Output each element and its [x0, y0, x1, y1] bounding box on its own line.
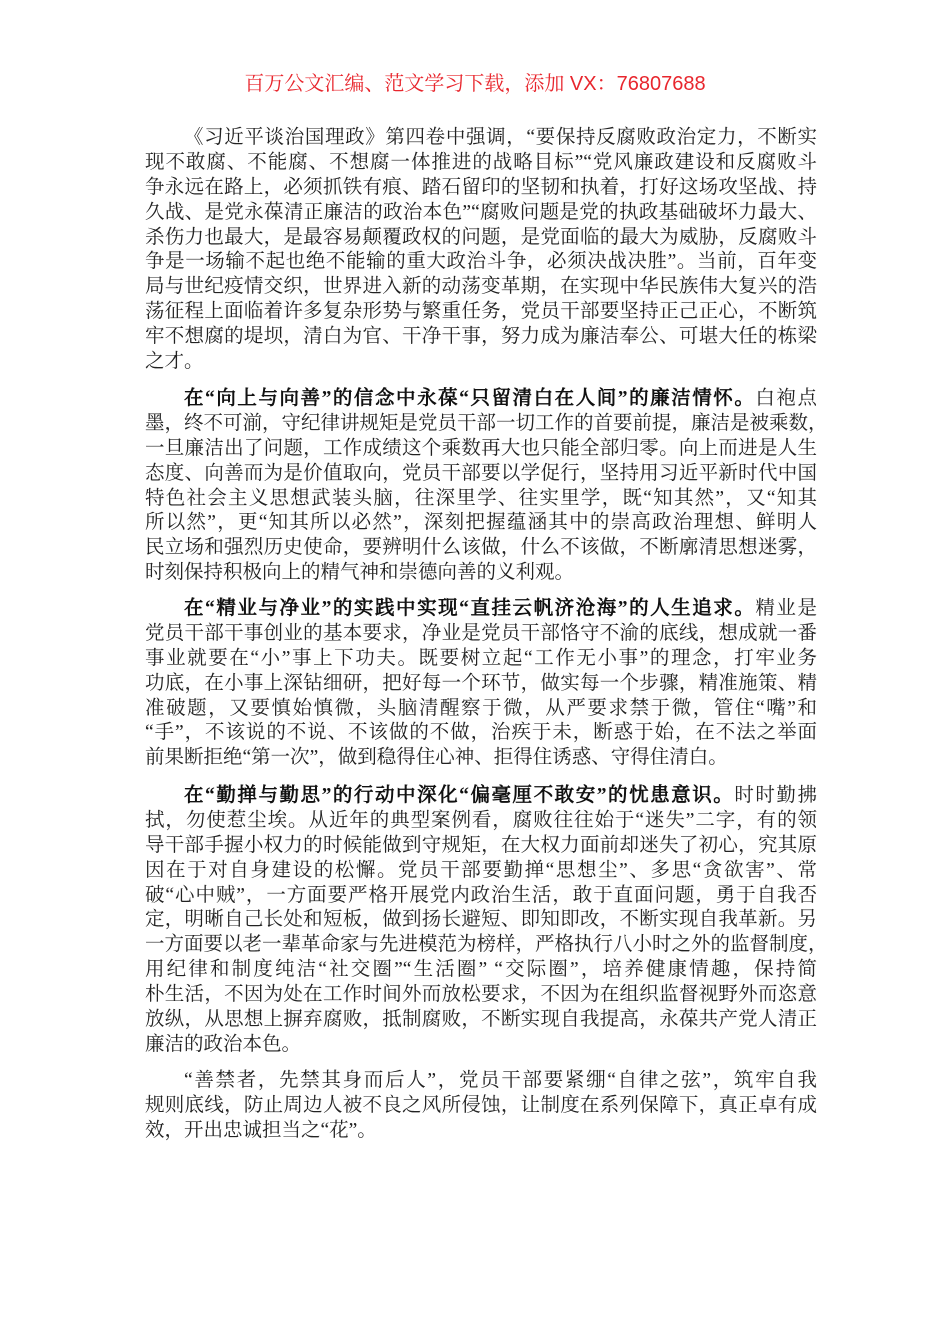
line-text: 民立场和强烈历史使命，要辨明什么该做，什么不该做，不断廓清思想迷雾，	[145, 537, 817, 559]
paragraph-line	[145, 561, 817, 586]
paragraph-line	[145, 597, 817, 622]
watermark-banner: 百万公文汇编、范文学习下载，添加 VX：76807688	[244, 73, 706, 95]
line-text: 一旦廉洁出了问题，工作成绩这个乘数再大也只能全部归零。向上而进是人生	[145, 437, 817, 459]
paragraph-line	[145, 536, 817, 561]
line-text: 墨，终不可湔，守纪律讲规矩是党员干部一切工作的首要前提，廉洁是被乘数，	[145, 412, 828, 434]
paragraph-line	[145, 697, 817, 722]
paragraph-line	[145, 487, 817, 512]
line-text: “善禁者，先禁其身而后人”，党员干部要紧绷“自律之弦”，筑牢自我	[184, 1070, 817, 1091]
paragraph-line	[145, 647, 817, 672]
line-text: 《习近平谈治国理政》第四卷中强调，“要保持反腐败政治定力，不断实	[184, 127, 817, 148]
paragraph-line	[145, 387, 817, 412]
line-text: 态度、向善而为是价值取向，党员干部要以学促行，坚持用习近平新时代中国	[145, 462, 817, 484]
line-text: 精业是	[755, 598, 817, 619]
paragraph-line	[145, 884, 817, 909]
line-text: 特色社会主义思想武装头脑，往深里学、往实里学，既“知其然”，又“知其	[145, 487, 817, 509]
line-text: 荡征程上面临着许多复杂形势与繁重任务，党员干部要坚持正己正心，不断筑	[145, 301, 817, 323]
paragraph	[145, 597, 817, 771]
paragraph-line	[145, 176, 817, 201]
line-text: 杀伤力也最大，是最容易颠覆政权的问题，是党面临的最大为威胁，反腐败斗	[145, 226, 817, 248]
paragraph-line	[145, 672, 817, 697]
paragraph-line	[145, 462, 817, 487]
line-text: 准破题，又要慎始慎微，头脑清醒察于微，从严要求禁于微，管住“嘴”和	[145, 697, 817, 719]
paragraph-line	[145, 325, 817, 350]
paragraph-line	[145, 622, 817, 647]
line-text: 功底，在小事上深钻细研，把好每一个环节，做实每一个步骤，精准施策、精	[145, 672, 817, 694]
line-text: 用纪律和制度纯洁“社交圈”“生活圈” “交际圈”，培养健康情趣，保持简	[145, 959, 817, 981]
line-text: 前果断拒绝“第一次”，做到稳得住心神、拒得住诱惑、守得住清白。	[145, 747, 728, 769]
line-text: 廉洁的政治本色。	[145, 1033, 302, 1055]
line-text: 破“心中贼”，一方面要严格开展党内政治生活，敢于直面问题，勇于自我否	[145, 884, 817, 906]
paragraph-line	[145, 126, 817, 151]
paragraph-line	[145, 1033, 817, 1058]
line-text: 朴生活，不因为处在工作时间外而放松要求，不因为在组织监督视野外而恣意	[145, 984, 817, 1006]
paragraph-line	[145, 1119, 817, 1144]
paragraph-line	[145, 958, 817, 983]
line-text: 放纵，从思想上摒弃腐败，抵制腐败，不断实现自我提高，永葆共产党人清正	[145, 1009, 817, 1031]
paragraph-line	[145, 350, 817, 375]
paragraph-line	[145, 437, 817, 462]
paragraph-line	[145, 226, 817, 251]
paragraph-line	[145, 250, 817, 275]
line-text: 现不敢腐、不能腐、不想腐一体推进的战略目标”“党风廉政建设和反腐败斗	[145, 151, 817, 173]
line-text: 规则底线，防止周边人被不良之风所侵蚀，让制度在系列保障下，真正卓有成	[145, 1094, 817, 1116]
paragraph-line	[145, 721, 817, 746]
paragraph-line	[145, 834, 817, 859]
paragraph-line	[145, 1094, 817, 1119]
line-text: 效，开出忠诚担当之“花”。	[145, 1119, 377, 1141]
line-text: 一方面要以老一辈革命家与先进模范为榜样，严格执行八小时之外的监督制度，	[145, 934, 828, 956]
line-text: 之才。	[145, 351, 204, 373]
paragraph-line	[145, 933, 828, 958]
line-text: 白袍点	[755, 388, 817, 409]
line-text: “手”，不该说的不说、不该做的不做，治疾于未，断惑于始，在不法之举面	[145, 722, 817, 744]
paragraph-line	[145, 1008, 817, 1033]
line-text: 拭，勿使惹尘埃。从近年的典型案例看，腐败往往始于“迷失”二字，有的领	[145, 809, 817, 831]
line-text: 所以然”，更“知其所以必然”，深刻把握蕴涵其中的崇高政治理想、鲜明人	[145, 512, 817, 534]
paragraph-line	[145, 809, 817, 834]
paragraph-line	[145, 983, 817, 1008]
line-text: 定，明晰自己长处和短板，做到扬长避短、即知即改，不断实现自我革新。另	[145, 909, 817, 931]
line-text: 久战、是党永葆清正廉洁的政治本色”“腐败问题是党的执政基础破坏力最大、	[145, 201, 817, 223]
paragraph	[145, 387, 828, 586]
paragraph-heading: 在“向上与向善”的信念中永葆“只留清白在人间”的廉洁情怀。	[184, 388, 756, 409]
paragraph-heading: 在“勤掸与勤思”的行动中深化“偏毫厘不敢安”的忧患意识。	[184, 785, 735, 806]
line-text: 党员干部干事创业的基本要求，净业是党员干部恪守不渝的底线，想成就一番	[145, 622, 817, 644]
line-text: 时刻保持积极向上的精气神和崇德向善的义利观。	[145, 562, 575, 584]
line-text: 争永远在路上，必须抓铁有痕、踏石留印的坚韧和执着，打好这场攻坚战、持	[145, 176, 817, 198]
paragraph-line	[145, 859, 817, 884]
paragraph-line	[145, 151, 817, 176]
paragraph-line	[145, 746, 817, 771]
line-text: 局与世纪疫情交织，世界进入新的动荡变革期，在实现中华民族伟大复兴的浩	[145, 276, 817, 298]
paragraph	[145, 126, 817, 375]
paragraph-line	[145, 275, 817, 300]
paragraph-line	[145, 784, 817, 809]
paragraph-line	[145, 300, 817, 325]
paragraph-line	[145, 908, 817, 933]
line-text: 争是一场输不起也绝不能输的重大政治斗争，必须决战决胜”。当前，百年变	[145, 251, 817, 273]
line-text: 因在于对自身建设的松懈。党员干部要勤掸“思想尘”、多思“贪欲害”、常	[145, 859, 817, 881]
paragraph-line	[145, 412, 828, 437]
paragraph	[145, 784, 828, 1058]
paragraph-heading: 在“精业与净业”的实践中实现“直挂云帆济沧海”的人生追求。	[184, 598, 756, 619]
paragraph-line	[145, 1069, 817, 1094]
line-text: 事业就要在“小”事上下功夫。既要树立起“工作无小事”的理念，打牢业务	[145, 647, 817, 669]
line-text: 时时勤拂	[734, 785, 817, 806]
paragraph-line	[145, 511, 817, 536]
line-text: 导干部手握小权力的时候能做到守规矩，在大权力面前却迷失了初心，究其原	[145, 834, 817, 856]
paragraph	[145, 1069, 817, 1144]
line-text: 牢不想腐的堤坝，清白为官、干净干事，努力成为廉洁奉公、可堪大任的栋梁	[145, 326, 817, 348]
paragraph-line	[145, 201, 817, 226]
